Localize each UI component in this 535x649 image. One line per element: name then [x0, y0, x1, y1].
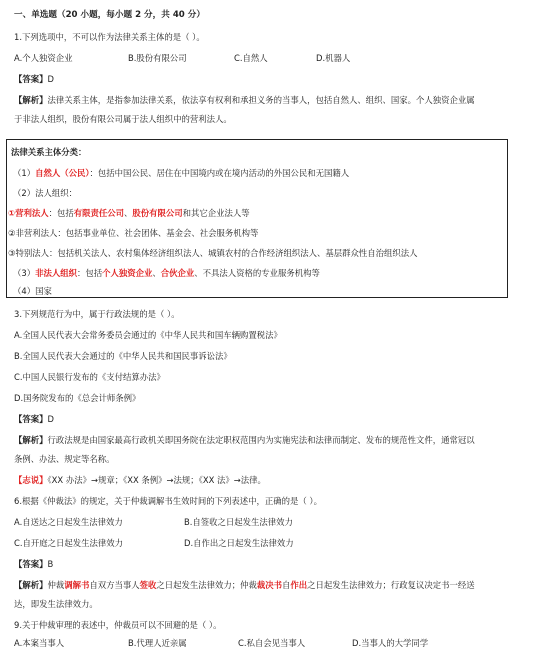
- answer-label: 【答案】: [14, 559, 48, 569]
- analysis-label: 【解析】: [14, 580, 48, 590]
- box-l3-text3: 和其它企业法人等: [182, 208, 250, 218]
- q6-analysis-line2: 达，即发生法律效力。: [14, 599, 98, 609]
- box-l6-text2: 、: [152, 268, 161, 278]
- q6-option-a: A.自送达之日起发生法律效力: [14, 517, 123, 527]
- analysis-label: 【解析】: [14, 435, 48, 445]
- analysis-highlight-4: 作出: [290, 580, 308, 590]
- analysis-text-1: 仲裁: [47, 580, 65, 590]
- q1-option-b: B.股份有限公司: [128, 53, 187, 63]
- q1-analysis-line2: 于非法人组织，股份有限公司属于法人组织中的营利法人。: [14, 114, 232, 124]
- box-l6-highlight1: 非法人组织: [35, 268, 77, 278]
- q9-option-b: B.代理人近亲属: [128, 638, 187, 648]
- analysis-highlight-1: 调解书: [64, 580, 90, 590]
- box-l3-text1: ：包括: [48, 208, 74, 218]
- box-l6-text3: 、不具法人资格的专业服务机构等: [194, 268, 320, 278]
- q1-option-c: C.自然人: [234, 53, 268, 63]
- question-3-stem: 3.下列规范行为中，属于行政法规的是（ ）。: [14, 309, 180, 319]
- q6-option-c: C.自开庭之日起发生法律效力: [14, 538, 124, 548]
- analysis-highlight-2: 签收: [139, 580, 157, 590]
- box-l3-highlight2: 有限责任公司: [73, 208, 124, 218]
- q9-option-c: C.私自会见当事人: [238, 638, 306, 648]
- q3-option-c: C.中国人民银行发布的《支付结算办法》: [14, 372, 165, 382]
- tip-text: 《XX 办法》→规章；《XX 条例》→法规；《XX 法》→法律。: [47, 475, 266, 485]
- box-line-non-legal: [13, 267, 320, 279]
- q1-answer: [14, 73, 54, 85]
- analysis-text: 行政法规是由国家最高行政机关即国务院在法定职权范围内为实施宪法和法律而制定、发布的规范性文件，通常冠以: [47, 435, 475, 445]
- q6-option-d: D.自作出之日起发生法律效力: [184, 538, 294, 548]
- q3-analysis-line1: [14, 434, 475, 446]
- box-line-legal-person: （2）法人组织：: [13, 188, 77, 198]
- analysis-text-3: 之日起发生法律效力；仲裁: [156, 580, 257, 590]
- section-title: 一、单选题（20 小题，每小题 2 分，共 40 分）: [14, 10, 205, 20]
- box-title: 法律关系主体分类：: [11, 147, 87, 157]
- analysis-text-2: 自双方当事人: [89, 580, 140, 590]
- answer-label: 【答案】: [14, 414, 48, 424]
- box-line-profit: [8, 207, 250, 219]
- question-6-stem: 6.根据《仲裁法》的规定，关于仲裁调解书生效时间的下列表述中，正确的是（ ）。: [14, 496, 322, 506]
- q3-option-a: A.全国人民代表大会常务委员会通过的《中华人民共和国车辆购置税法》: [14, 330, 282, 340]
- q9-option-a: A.本案当事人: [14, 638, 65, 648]
- analysis-label: 【解析】: [14, 95, 48, 105]
- q3-answer: [14, 413, 54, 425]
- analysis-highlight-3: 裁决书: [256, 580, 282, 590]
- q9-option-d: D.当事人的大学同学: [352, 638, 429, 648]
- q6-answer: [14, 558, 53, 570]
- box-l3-highlight1: ①营利法人: [8, 208, 49, 218]
- box-l6-text1: ：包括: [76, 268, 103, 278]
- tip-label: 【志说】: [14, 475, 48, 485]
- analysis-text: 法律关系主体，是指参加法律关系，依法享有权利和承担义务的当事人，包括自然人、组织、国家。个人独资企业属: [47, 95, 475, 105]
- q6-analysis-line1: [14, 579, 475, 591]
- box-l6-highlight2: 个人独资企业: [102, 268, 153, 278]
- box-l1-highlight: 自然人（公民）: [35, 168, 90, 178]
- q1-analysis-line1: [14, 94, 475, 106]
- box-l3-highlight3: 股份有限公司: [132, 208, 183, 218]
- classification-box: [6, 139, 508, 298]
- box-l6-highlight3: 合伙企业: [160, 268, 195, 278]
- answer-value: D: [47, 74, 54, 84]
- q3-tip: [14, 474, 266, 486]
- box-line-natural-person: [13, 167, 349, 179]
- answer-value: B: [47, 559, 54, 569]
- q6-option-b: B.自签收之日起发生法律效力: [184, 517, 293, 527]
- box-l1-text: ：包括中国公民、居住在中国境内或在境内活动的外国公民和无国籍人: [89, 168, 350, 178]
- box-line-nonprofit: ②非营利法人：包括事业单位、社会团体、基金会、社会服务机构等: [8, 228, 259, 238]
- box-line-state: （4）国家: [13, 286, 52, 296]
- box-l1-prefix: （1）: [13, 168, 36, 178]
- analysis-text-4: 自: [282, 580, 291, 590]
- q3-analysis-line2: 条例、办法、规定等名称。: [14, 454, 115, 464]
- box-l6-prefix: （3）: [13, 268, 36, 278]
- analysis-text-5: 之日起发生法律效力；行政复议决定书一经送: [307, 580, 475, 590]
- q3-option-d: D.国务院发布的《总会计师条例》: [14, 393, 141, 403]
- question-1-stem: 1.下列选项中，不可以作为法律关系主体的是（ ）。: [14, 32, 205, 42]
- answer-value: D: [47, 414, 54, 424]
- question-9-stem: 9.关于仲裁审理的表述中，仲裁员可以不回避的是（ ）。: [14, 620, 222, 630]
- q1-option-a: A.个人独资企业: [14, 53, 73, 63]
- box-l3-text2: 、: [123, 208, 133, 218]
- q1-option-d: D.机器人: [316, 53, 351, 63]
- q3-option-b: B.全国人民代表大会通过的《中华人民共和国民事诉讼法》: [14, 351, 232, 361]
- answer-label: 【答案】: [14, 74, 48, 84]
- box-line-special: ③特别法人：包括机关法人、农村集体经济组织法人、城镇农村的合作经济组织法人、基层群众性自治组织法人: [8, 248, 418, 258]
